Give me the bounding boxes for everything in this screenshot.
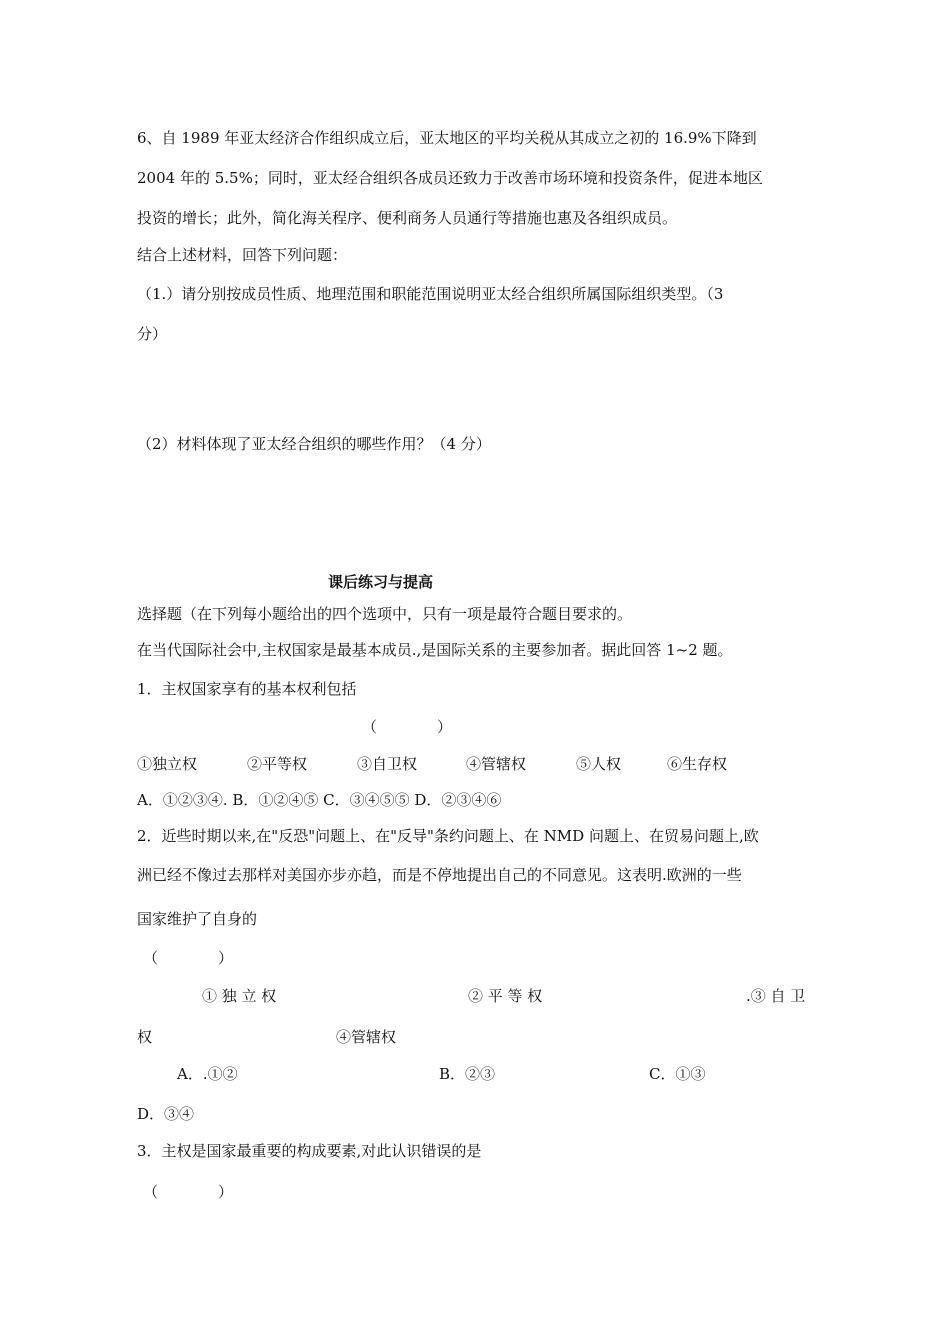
q3-stem: 3．主权是国家最重要的构成要素,对此认识错误的是 (137, 1142, 482, 1160)
q6-line-1: 6、自 1989 年亚太经济合作组织成立后，亚太地区的平均关税从其成立之初的 16.9%下降到 (137, 129, 757, 147)
q2-option-3-cont: 权 (137, 1028, 153, 1046)
q1-option-1: ①独立权 (137, 755, 198, 773)
q6-sub1-line-2: 分） (137, 325, 168, 343)
q6-line-2: 2004 年的 5.5%；同时，亚太经合组织各成员还致力于改善市场环境和投资条件，促进本地区 (137, 169, 763, 187)
q1-option-3: ③自卫权 (357, 755, 418, 773)
q2-option-2: ② 平 等 权 (468, 987, 543, 1005)
q1-option-2: ②平等权 (247, 755, 308, 773)
q2-option-4: ④管辖权 (336, 1028, 397, 1046)
q2-line-1: 2．近些时期以来,在"反恐"问题上、在"反导"条约问题上、在 NMD 问题上、在贸易问题上,欧 (137, 827, 759, 845)
q2-option-1: ① 独 立 权 (202, 987, 277, 1005)
section-title: 课后练习与提高 (328, 573, 434, 591)
q1-option-5: ⑤人权 (576, 755, 622, 773)
q1-stem: 1．主权国家享有的基本权利包括 (137, 680, 357, 698)
q2-choice-d: D．③④ (137, 1105, 195, 1123)
section-instruction: 选择题（在下列每小题给出的四个选项中，只有一项是最符合题目要求的。 (137, 605, 633, 623)
q2-option-3: .③ 自 卫 (746, 987, 806, 1005)
section-context: 在当代国际社会中,主权国家是最基本成员.,是国际关系的主要参加者。据此回答 1~2 题。 (137, 641, 733, 659)
q2-line-3: 国家维护了自身的 (137, 910, 258, 928)
q6-prompt: 结合上述材料，回答下列问题： (137, 246, 348, 264)
q6-sub2: （2）材料体现了亚太经合组织的哪些作用？（4 分） (137, 435, 491, 453)
q1-answer-bracket: （ ） (362, 718, 453, 736)
q1-option-4: ④管辖权 (466, 755, 527, 773)
q2-choice-b: B．②③ (439, 1065, 496, 1083)
q1-option-6: ⑥生存权 (667, 755, 728, 773)
q2-choice-a: A．.①② (177, 1065, 238, 1083)
q6-line-3: 投资的增长；此外，简化海关程序、便利商务人员通行等措施也惠及各组织成员。 (137, 209, 678, 227)
q2-choice-c: C．①③ (649, 1065, 706, 1083)
q3-answer-bracket: （ ） (143, 1183, 234, 1201)
q2-answer-bracket: （ ） (143, 949, 234, 967)
q6-sub1-line-1: （1.）请分别按成员性质、地理范围和职能范围说明亚太经合组织所属国际组织类型。（3 (137, 285, 724, 303)
q2-line-2: 洲已经不像过去那样对美国亦步亦趋，而是不停地提出自己的不同意见。这表明.欧洲的一些 (137, 866, 742, 884)
q1-answer-choices: A．①②③④. B．①②④⑤ C．③④⑤⑤ D．②③④⑥ (137, 791, 502, 809)
